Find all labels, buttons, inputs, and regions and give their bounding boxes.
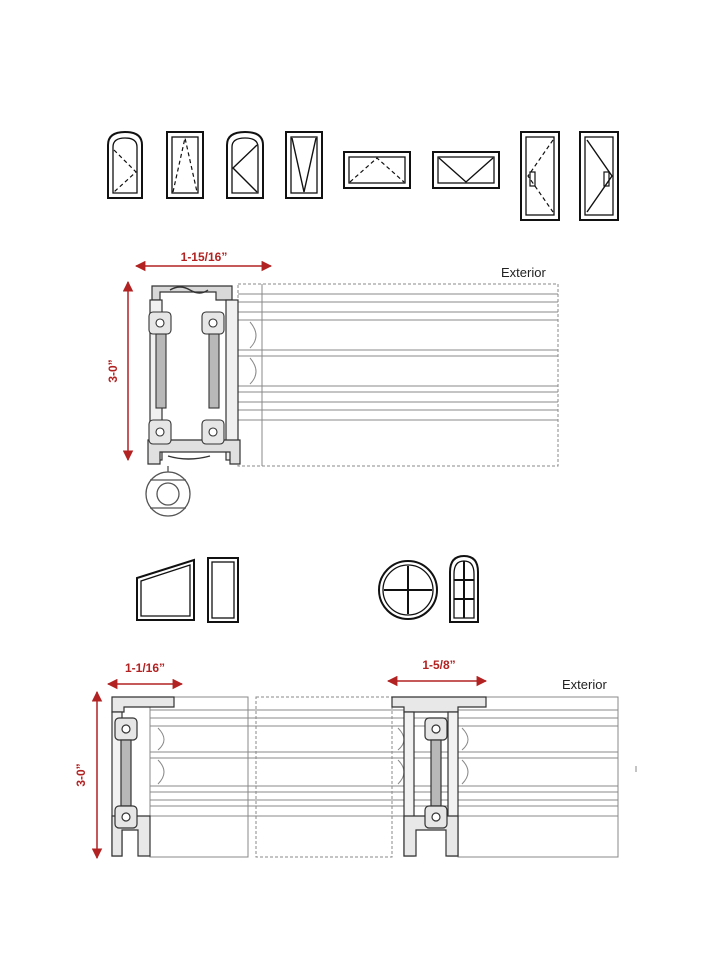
- top-roller-wheel: [146, 466, 190, 516]
- arch-casement-right-icon: [227, 132, 263, 198]
- circle-muntin-icon: [379, 561, 437, 619]
- top-width-label: 1-15/16”: [180, 250, 228, 264]
- tall-casement-right-icon: [521, 132, 559, 220]
- rect-casement-dashed-icon: [167, 132, 203, 198]
- arch-grid-icon: [450, 556, 478, 622]
- bottom-exterior-label: Exterior: [562, 677, 607, 692]
- trapezoid-frame-icon: [137, 560, 194, 620]
- bottom-right-width-label: 1-5/8”: [422, 658, 456, 672]
- top-height-label: 3-0”: [106, 359, 120, 383]
- top-exterior-label: Exterior: [501, 265, 546, 280]
- tall-casement-left-icon: [580, 132, 618, 220]
- top-glazing-bead-right: [202, 312, 224, 444]
- shape-icons-row: [137, 556, 478, 622]
- bottom-left-width-label: 1-1/16”: [124, 661, 166, 675]
- bottom-height-label: 3-0”: [74, 763, 88, 787]
- hopper-horizontal-icon: [433, 152, 499, 188]
- top-glazing-panels: [238, 284, 558, 466]
- rectangle-frame-icon: [208, 558, 238, 622]
- rect-hopper-icon: [286, 132, 322, 198]
- bottom-right-frame-profile: [392, 697, 486, 856]
- window-icons-row: [108, 132, 618, 220]
- awning-horizontal-icon: [344, 152, 410, 188]
- arch-casement-left-icon: [108, 132, 142, 198]
- bottom-glazing-panels: [150, 697, 636, 857]
- bottom-left-frame-profile: [112, 697, 174, 856]
- top-section-dimensions: [106, 250, 546, 460]
